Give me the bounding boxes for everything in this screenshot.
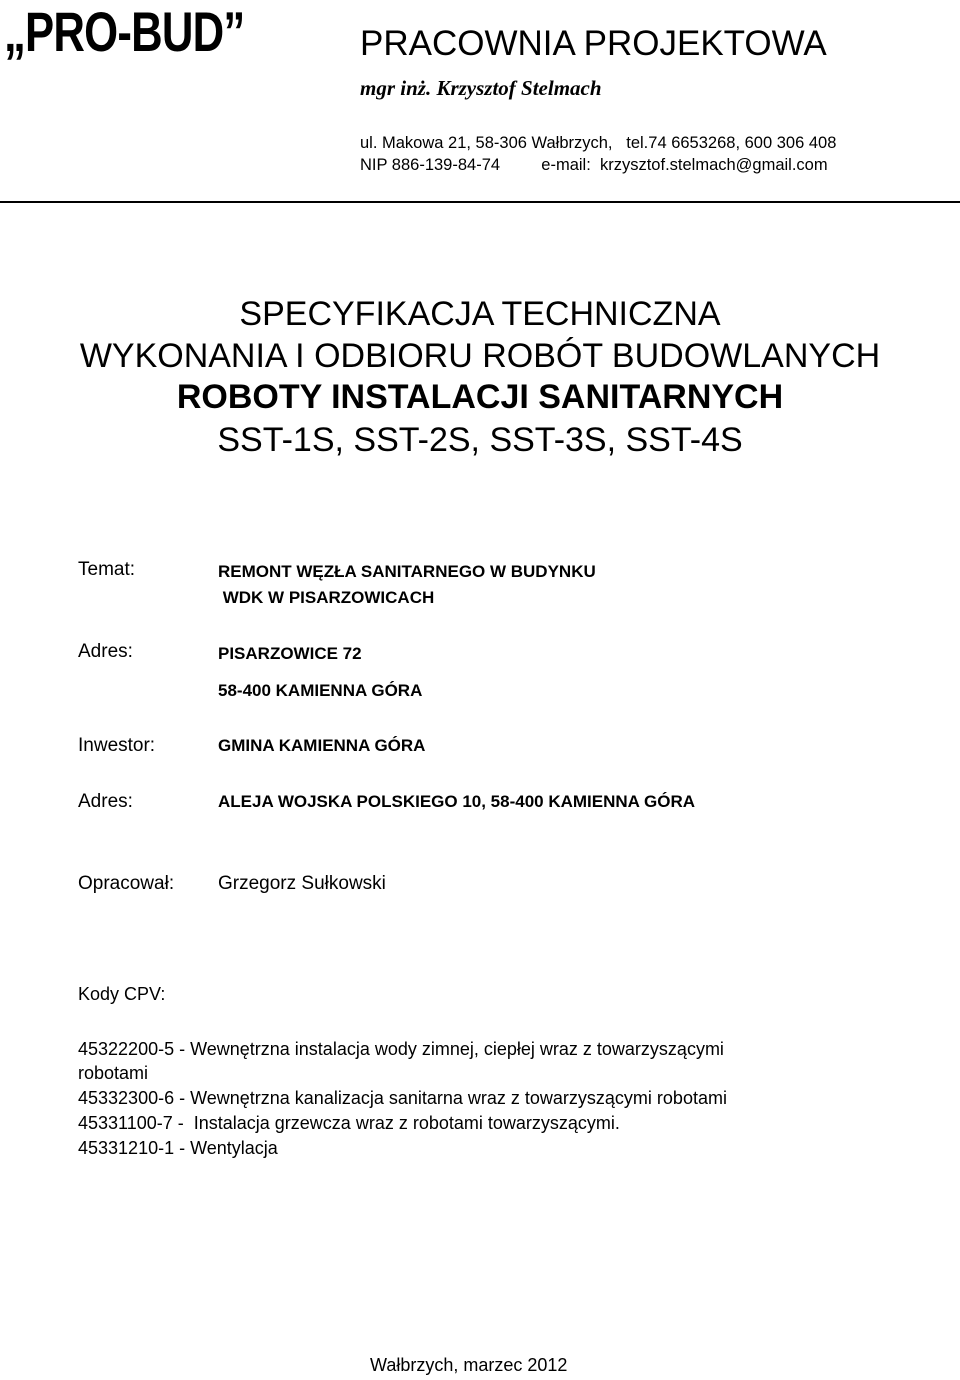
investor-address-value: ALEJA WOJSKA POLSKIEGO 10, 58-400 KAMIENNA GÓRA [218, 792, 696, 811]
cpv-line: robotami [78, 1063, 149, 1083]
investor-label: Inwestor: [78, 735, 156, 756]
spec-title-line2: WYKONANIA I ODBIORU ROBÓT BUDOWLANYCH [79, 337, 881, 375]
office-title: PRACOWNIA PROJEKTOWA [360, 24, 827, 63]
cpv-line: 45332300-6 - Wewnętrzna kanalizacja sanitarna wraz z towarzyszącymi robotami [78, 1088, 727, 1108]
cpv-line: 45331210-1 - Wentylacja [78, 1138, 278, 1158]
spec-title-line1: SPECYFIKACJA TECHNICZNA [239, 295, 721, 333]
company-logo: „PRO-BUD” [4, 0, 245, 63]
spec-codes: SST-1S, SST-2S, SST-3S, SST-4S [217, 421, 743, 459]
engineer-name: mgr inż. Krzysztof Stelmach [360, 76, 602, 100]
topic-value-line1: REMONT WĘZŁA SANITARNEGO W BUDYNKU [218, 562, 596, 581]
place-date: Wałbrzych, marzec 2012 [370, 1355, 568, 1375]
author-value: Grzegorz Sułkowski [218, 873, 386, 894]
investor-address-label: Adres: [78, 791, 133, 812]
header-divider [0, 201, 960, 203]
contact-address-phone: ul. Makowa 21, 58-306 Wałbrzych, tel.74 6653268, 600 306 408 [360, 134, 837, 152]
contact-nip-email: NIP 886-139-84-74 e-mail: krzysztof.stelmach@gmail.com [360, 156, 828, 174]
address-value-line1: PISARZOWICE 72 [218, 644, 362, 663]
author-label: Opracował: [78, 873, 175, 894]
cpv-label: Kody CPV: [78, 984, 166, 1004]
address-label: Adres: [78, 641, 133, 662]
investor-value: GMINA KAMIENNA GÓRA [218, 736, 426, 755]
cpv-line: 45322200-5 - Wewnętrzna instalacja wody zimnej, ciepłej wraz z towarzyszącymi [78, 1039, 724, 1059]
topic-label: Temat: [78, 559, 136, 580]
address-value-line2: 58-400 KAMIENNA GÓRA [218, 681, 423, 700]
cpv-line: 45331100-7 - Instalacja grzewcza wraz z robotami towarzyszącymi. [78, 1113, 620, 1133]
topic-value-line2: WDK W PISARZOWICACH [218, 588, 435, 607]
spec-title-line3: ROBOTY INSTALACJI SANITARNYCH [176, 378, 784, 416]
